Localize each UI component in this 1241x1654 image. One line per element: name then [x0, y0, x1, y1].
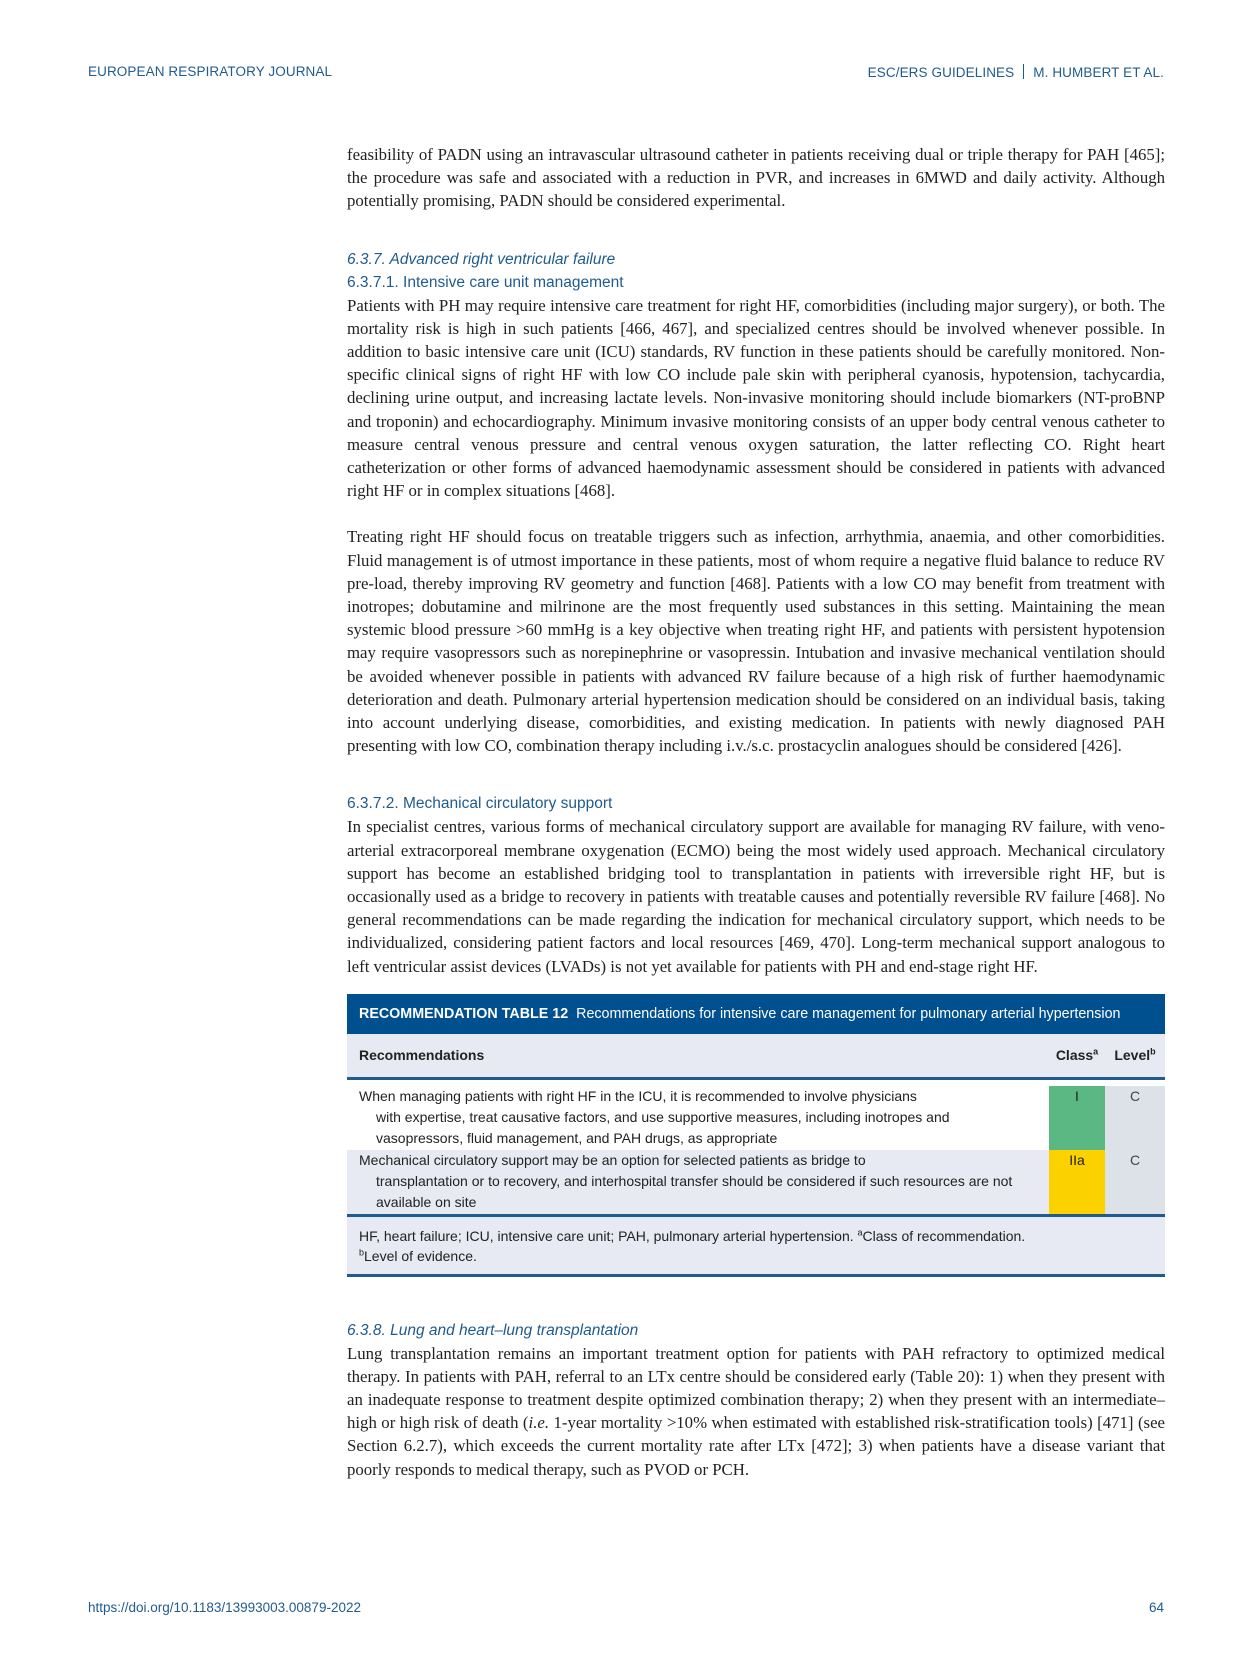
table-header-row	[347, 1034, 1165, 1080]
recommendation-table	[347, 994, 1165, 1277]
recommendation-text: Mechanical circulatory support may be an option for selected patients as bridge to transplantation or to recovery, and interhospital transfer should be considered if such resources are not available on site	[359, 1151, 1013, 1211]
table-label: RECOMMENDATION TABLE 12	[359, 1005, 569, 1022]
running-header-journal: EUROPEAN RESPIRATORY JOURNAL	[88, 64, 333, 79]
section-heading-6-3-7: 6.3.7. Advanced right ventricular failure	[347, 250, 616, 268]
level-cell: C	[1105, 1150, 1165, 1214]
table-row	[347, 1150, 1165, 1214]
running-header-right	[868, 64, 1164, 80]
doi-link[interactable]: https://doi.org/10.1183/13993003.00879-2022	[88, 1600, 361, 1615]
table-title	[347, 994, 1165, 1034]
page-number: 64	[1148, 1600, 1164, 1615]
table-caption: Recommendations for intensive care management for pulmonary arterial hypertension	[576, 1005, 1121, 1022]
class-badge: I	[1049, 1086, 1105, 1150]
paragraph-icu-1: Patients with PH may require intensive care treatment for right HF, comorbidities (including major surgery), or both. The mortality risk is high in such patients [466, 467], and specialized centres should be involved whenever possible. In addition to basic intensive care unit (ICU) standards, RV function in these patients should be carefully monitored. Non-specific clinical signs of right HF with low CO include pale skin with peripheral cyanosis, hypotension, tachycardia, declining urine output, and increasing lactate levels. Non-invasive monitoring should include biomarkers (NT-proBNP and troponin) and echocardiography. Minimum invasive monitoring consists of an upper body central venous catheter to measure central venous pressure and central venous oxygen saturation, the latter reflecting CO. Right heart catheterization or other forms of advanced haemodynamic assessment should be considered in patients with advanced right HF or in complex situations [468].	[347, 295, 1165, 501]
column-header-recommendations: Recommendations	[359, 1047, 485, 1064]
article-body	[347, 143, 1165, 1481]
recommendation-text: When managing patients with right HF in the ICU, it is recommended to involve physicians with expertise, treat causative factors, and use supportive measures, including inotropes and vasopressors, fluid management, and PAH drugs, as appropriate	[359, 1087, 950, 1147]
header-divider	[1023, 64, 1024, 79]
paragraph-padn: feasibility of PADN using an intravascular ultrasound catheter in patients receiving dual or triple therapy for PAH [465]; the procedure was safe and associated with a reduction in PVR, and increases in 6MWD and daily activity. Although potentially promising, PADN should be considered experimental.	[347, 145, 1165, 211]
paragraph-ltx: Lung transplantation remains an important treatment option for patients with PAH refractory to optimized medical therapy. In patients with PAH, referral to an LTx centre should be considered early (Table 20): 1) when they present with an inadequate response to treatment despite optimized combination therapy; 2) when they present with an intermediate–high or high risk of death (i.e. 1-year mortality >10% when estimated with established risk-stratification tools) [471] (see Section 6.2.7), which exceeds the current mortality rate after LTx [472]; 3) when patients have a disease variant that poorly responds to medical therapy, such as PVOD or PCH.	[347, 1343, 1165, 1479]
class-badge: IIa	[1049, 1150, 1105, 1214]
level-cell: C	[1105, 1086, 1165, 1150]
running-header-guidelines: ESC/ERS GUIDELINES	[867, 65, 1015, 80]
section-heading-6-3-8: 6.3.8. Lung and heart–lung transplantation	[347, 1321, 639, 1339]
subsection-heading-6-3-7-1: 6.3.7.1. Intensive care unit management	[347, 273, 624, 291]
table-footnote: HF, heart failure; ICU, intensive care unit; PAH, pulmonary arterial hypertension. $^a$Class of recommendation. $^b$Level of evidence.	[347, 1214, 1165, 1277]
running-header-authors: M. HUMBERT ET AL.	[1033, 65, 1164, 80]
column-header-level: Level$^b$	[1114, 1046, 1156, 1064]
column-header-class: Class$^a$	[1055, 1046, 1099, 1064]
subsection-heading-6-3-7-2: 6.3.7.2. Mechanical circulatory support	[347, 795, 613, 813]
paragraph-icu-2: Treating right HF should focus on treatable triggers such as infection, arrhythmia, anaemia, and other comorbidities. Fluid management is of utmost importance in these patients, most of whom require a negative fluid balance to reduce RV pre-load, thereby improving RV geometry and function [468]. Patients with a low CO may benefit from treatment with inotropes; dobutamine and milrinone are the most frequently used substances in this setting. Maintaining the mean systemic blood pressure >60 mmHg is a key objective when treating right HF, and patients with persistent hypotension may require vasopressors such as norepinephrine or vasopressin. Intubation and invasive mechanical ventilation should be avoided whenever possible in patients with advanced RV failure because of a high risk of further haemodynamic deterioration and death. Pulmonary arterial hypertension medication should be considered on an individual basis, taking into account underlying disease, comorbidities, and existing medication. In patients with newly diagnosed PAH presenting with low CO, combination therapy including i.v./s.c. prostacyclin analogues should be considered [426].	[347, 527, 1165, 756]
paragraph-mcs: In specialist centres, various forms of mechanical circulatory support are available for managing RV failure, with veno-arterial extracorporeal membrane oxygenation (ECMO) being the most widely used approach. Mechanical circulatory support has become an established bridging tool to transplantation in patients with irreversible right HF, but is occasionally used as a bridge to recovery in patients with treatable causes and potentially reversible RV failure [468]. No general recommendations can be made regarding the indication for mechanical circulatory support, which needs to be individualized, considering patient factors and local resources [469, 470]. Long-term mechanical support analogous to left ventricular assist devices (LVADs) is not yet available for patients with PH and end-stage right HF.	[347, 817, 1165, 976]
table-row	[347, 1086, 1165, 1150]
